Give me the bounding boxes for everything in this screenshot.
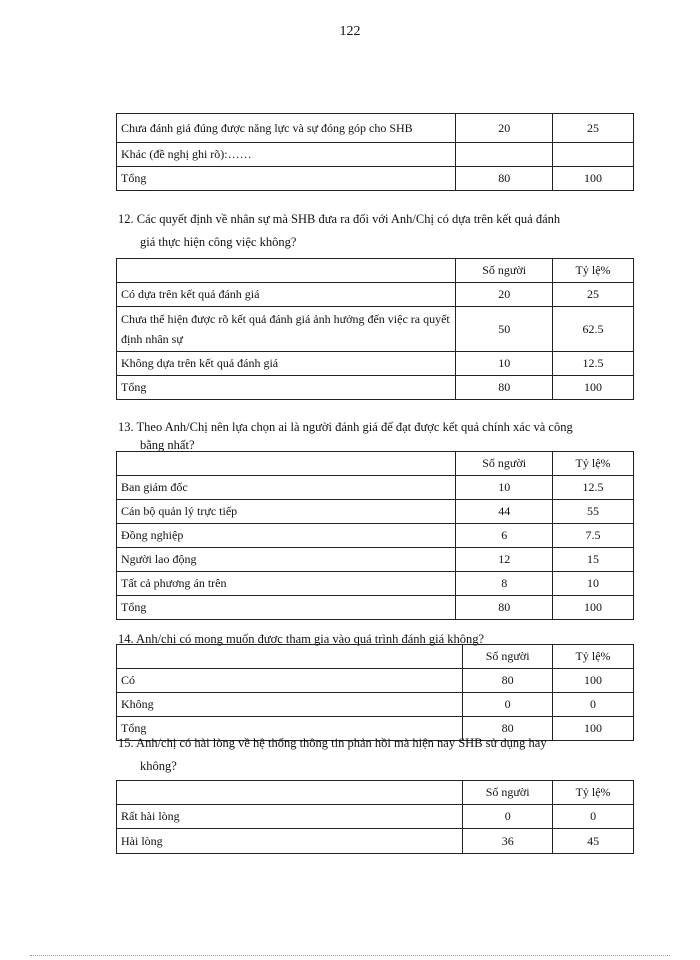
row-label: Hài lòng <box>117 829 463 854</box>
page-bottom-divider <box>30 955 670 956</box>
row-pct: 15 <box>553 548 634 572</box>
row-pct: 0 <box>553 805 634 829</box>
row-label: Tổng <box>117 167 456 191</box>
question-text: 13. Theo Anh/Chị nên lựa chọn ai là người đánh giá để đạt được kết quả chính xác và công <box>118 420 573 434</box>
table-row <box>117 283 634 307</box>
row-label: Tổng <box>117 376 456 400</box>
table-row <box>117 376 634 400</box>
table-row <box>117 476 634 500</box>
table-row <box>117 500 634 524</box>
row-label: Khác (đề nghị ghi rõ):…… <box>117 143 456 167</box>
question-text: 14. Anh/chị có mong muốn được tham gia vào quá trình đánh giá không? <box>118 632 485 646</box>
col-header-count: Số người <box>463 781 553 805</box>
table-header-row <box>117 452 634 476</box>
row-count: 0 <box>463 805 553 829</box>
table-header-row <box>117 781 634 805</box>
row-count: 20 <box>456 283 553 307</box>
row-pct: 0 <box>553 693 634 717</box>
row-count: 10 <box>456 476 553 500</box>
table-q13 <box>116 451 634 620</box>
table-row <box>117 596 634 620</box>
row-label: Chưa đánh giá đúng được năng lực và sự đóng góp cho SHB <box>117 114 456 143</box>
row-label: Chưa thể hiện được rõ kết quả đánh giá ảnh hưởng đến việc ra quyết định nhân sự <box>117 307 456 352</box>
table-q12 <box>116 258 634 400</box>
question-text-cont: bằng nhất? <box>140 438 195 452</box>
col-header-pct: Tỷ lệ% <box>553 259 634 283</box>
col-header-count: Số người <box>456 452 553 476</box>
table-row <box>117 805 634 829</box>
col-header-pct: Tỷ lệ% <box>553 781 634 805</box>
row-pct: 10 <box>553 572 634 596</box>
table-row <box>117 829 634 854</box>
row-count: 20 <box>456 114 553 143</box>
row-pct: 25 <box>553 114 634 143</box>
row-count <box>456 143 553 167</box>
question-text: 12. Các quyết định về nhân sự mà SHB đưa ra đối với Anh/Chị có dựa trên kết quả đánh <box>118 212 561 226</box>
row-count: 12 <box>456 548 553 572</box>
row-label: Đồng nghiệp <box>117 524 456 548</box>
table-row <box>117 114 634 143</box>
row-label: Cán bộ quản lý trực tiếp <box>117 500 456 524</box>
question-15 <box>118 732 633 778</box>
table-row <box>117 352 634 376</box>
row-count: 8 <box>456 572 553 596</box>
row-count: 80 <box>456 596 553 620</box>
row-label: Người lao động <box>117 548 456 572</box>
row-label: Rất hài lòng <box>117 805 463 829</box>
row-pct: 100 <box>553 717 634 741</box>
row-count: 36 <box>463 829 553 854</box>
table-row <box>117 307 634 352</box>
page-number: 122 <box>339 24 361 39</box>
row-pct: 100 <box>553 376 634 400</box>
question-text: 15. Anh/chị có hài lòng về hệ thống thông tin phản hồi mà hiện nay SHB sử dụng hay <box>118 736 547 750</box>
question-12 <box>118 208 633 254</box>
row-pct <box>553 143 634 167</box>
row-pct: 25 <box>553 283 634 307</box>
table-q15 <box>116 780 634 854</box>
row-pct: 100 <box>553 596 634 620</box>
table-row <box>117 693 634 717</box>
row-count: 10 <box>456 352 553 376</box>
row-count: 50 <box>456 307 553 352</box>
row-pct: 12.5 <box>553 476 634 500</box>
table-header-row <box>117 259 634 283</box>
row-label: Không <box>117 693 463 717</box>
row-count: 80 <box>463 669 553 693</box>
row-count: 44 <box>456 500 553 524</box>
row-pct: 55 <box>553 500 634 524</box>
row-label: Tổng <box>117 596 456 620</box>
table-q14 <box>116 644 634 741</box>
question-text-cont: không? <box>140 759 177 773</box>
row-pct: 100 <box>553 669 634 693</box>
question-13 <box>118 418 633 454</box>
col-header-pct: Tỷ lệ% <box>553 645 634 669</box>
row-pct: 62.5 <box>553 307 634 352</box>
row-pct: 45 <box>553 829 634 854</box>
col-header-count: Số người <box>456 259 553 283</box>
row-count: 80 <box>456 376 553 400</box>
table-row <box>117 572 634 596</box>
row-label: Không dựa trên kết quả đánh giá <box>117 352 456 376</box>
table-continued <box>116 113 634 191</box>
row-count: 0 <box>463 693 553 717</box>
row-pct: 12.5 <box>553 352 634 376</box>
row-label: Ban giám đốc <box>117 476 456 500</box>
col-header-count: Số người <box>463 645 553 669</box>
table-row <box>117 548 634 572</box>
table-row <box>117 669 634 693</box>
row-count: 80 <box>463 717 553 741</box>
row-pct: 100 <box>553 167 634 191</box>
row-pct: 7.5 <box>553 524 634 548</box>
table-header-row <box>117 645 634 669</box>
row-count: 6 <box>456 524 553 548</box>
col-header-pct: Tỷ lệ% <box>553 452 634 476</box>
table-row <box>117 167 634 191</box>
row-label: Có dựa trên kết quả đánh giá <box>117 283 456 307</box>
table-row <box>117 524 634 548</box>
row-label: Có <box>117 669 463 693</box>
row-label: Tất cả phương án trên <box>117 572 456 596</box>
row-label: Tổng <box>117 717 463 741</box>
row-count: 80 <box>456 167 553 191</box>
table-row <box>117 143 634 167</box>
question-text-cont: giá thực hiện công việc không? <box>140 235 297 249</box>
